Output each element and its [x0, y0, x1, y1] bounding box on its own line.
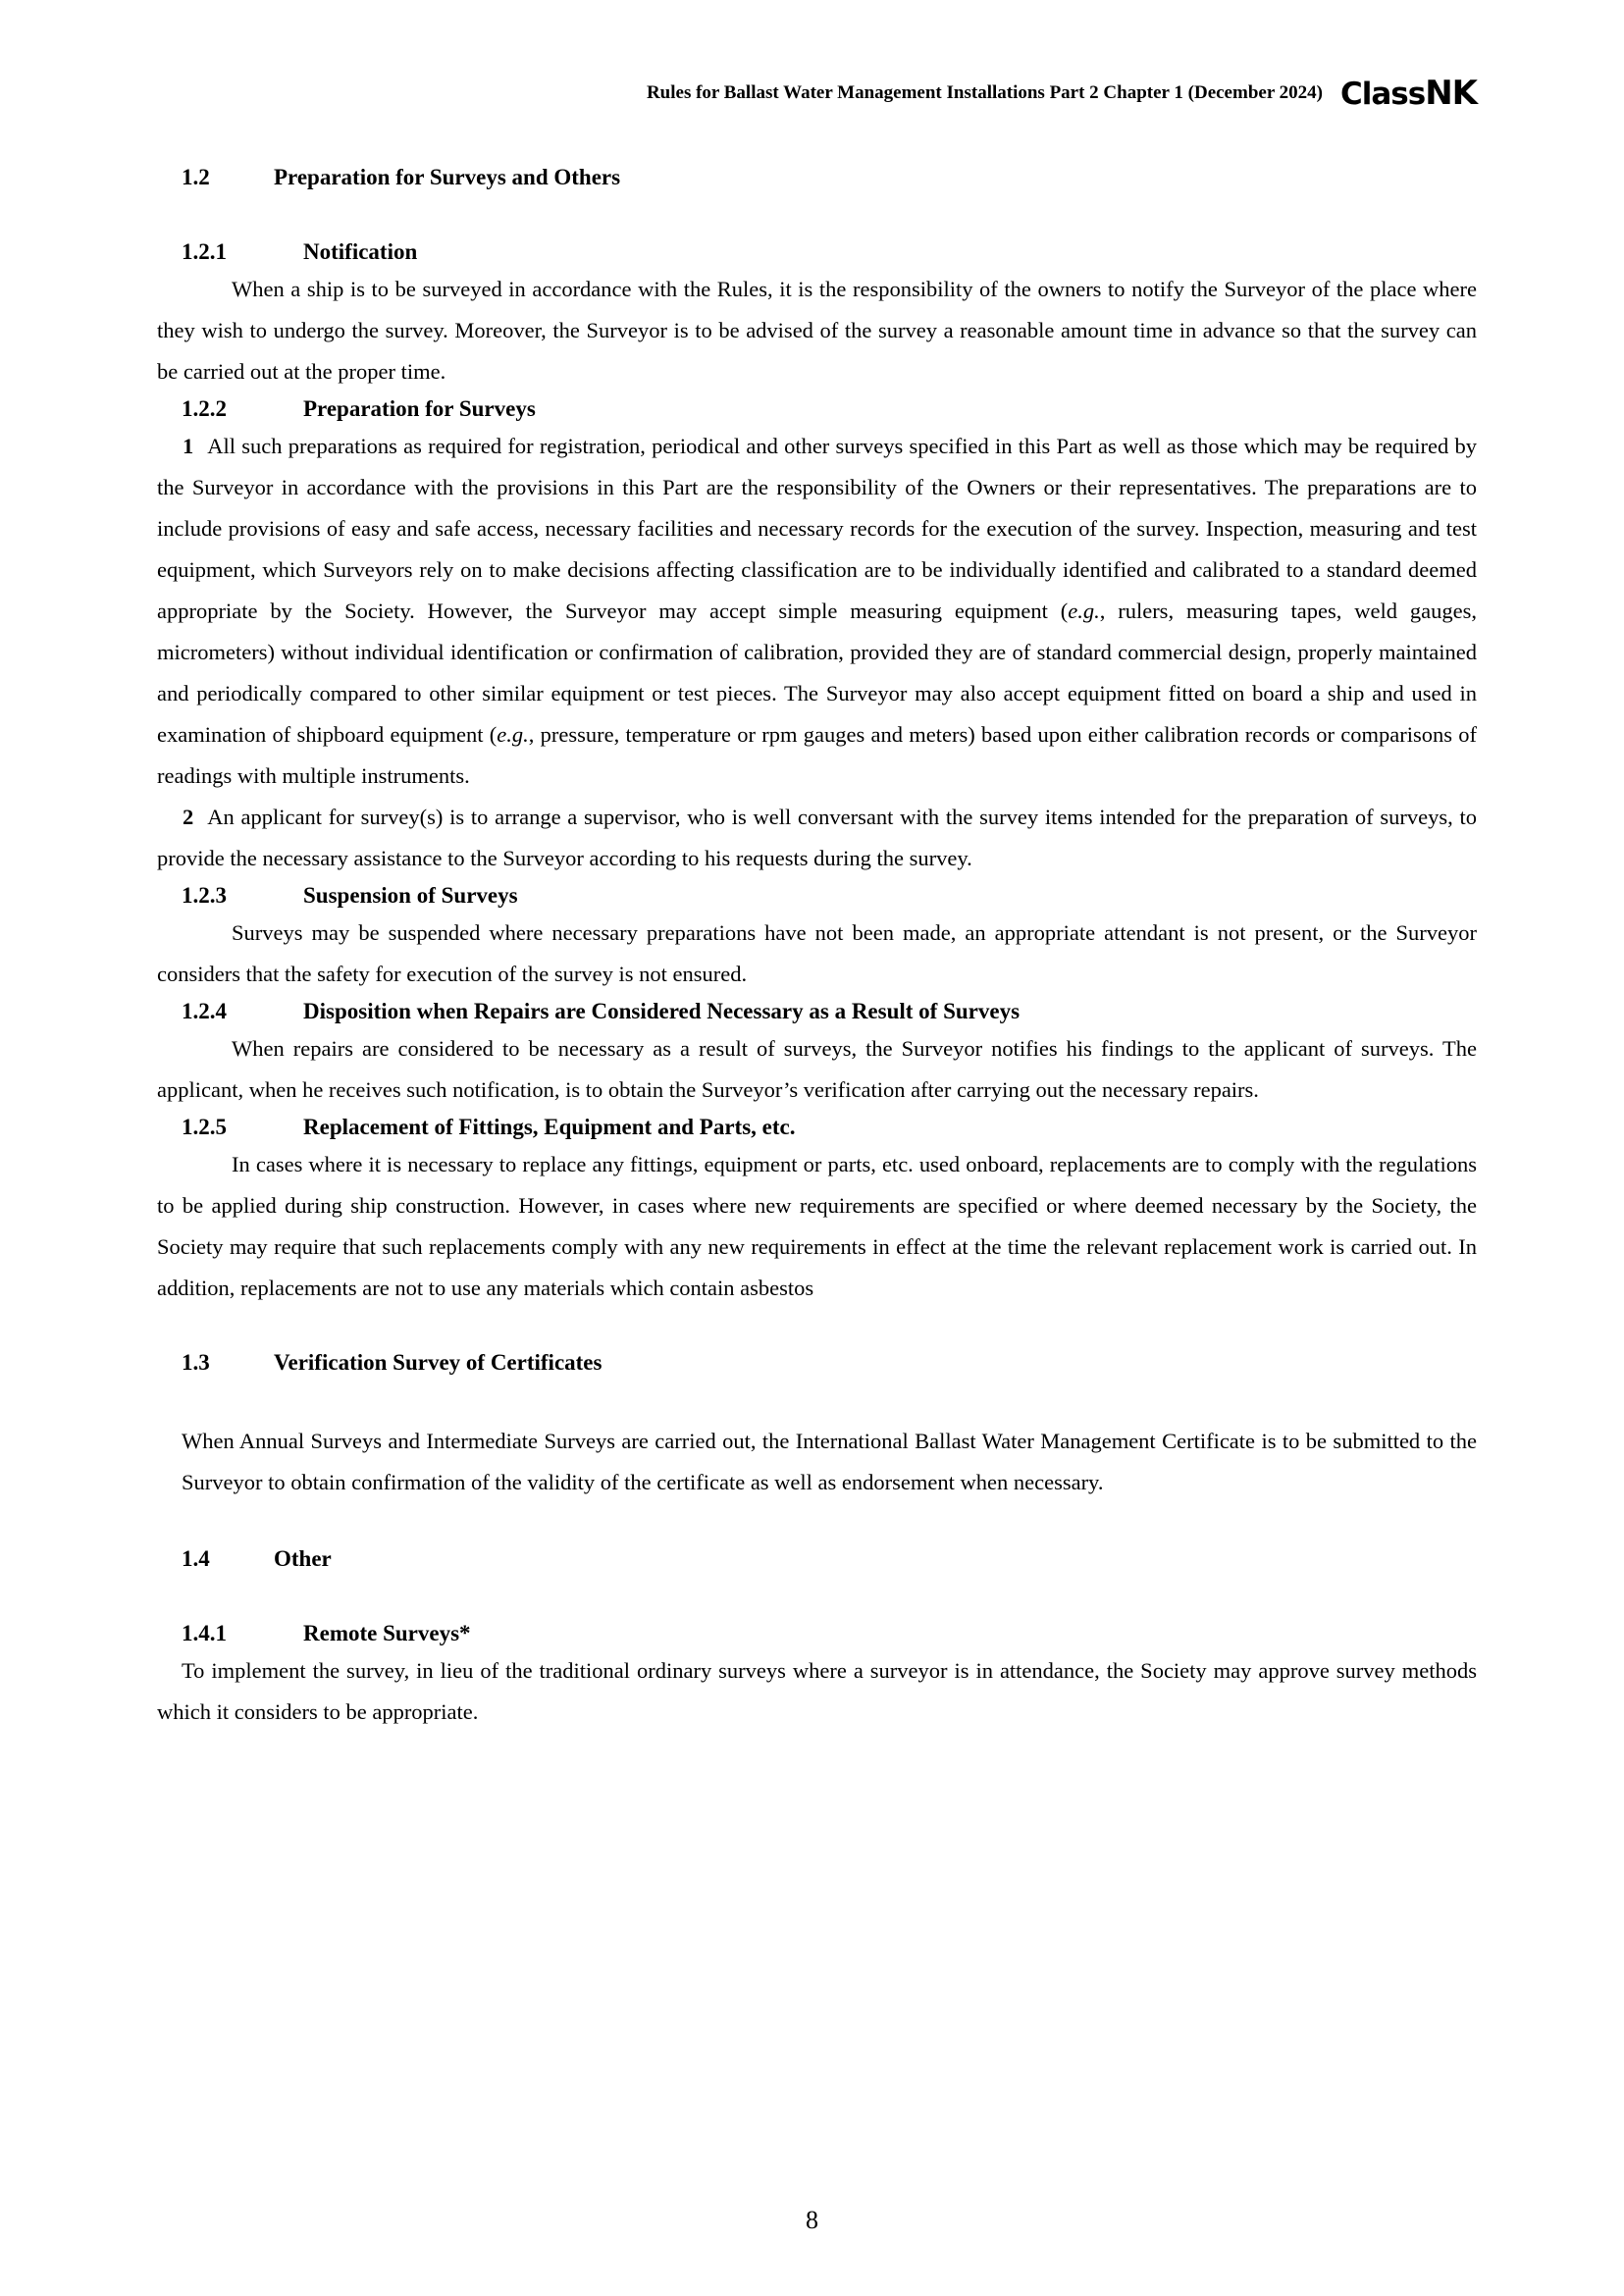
logo-nk-text: NK	[1425, 74, 1477, 113]
section-title: Preparation for Surveys	[303, 396, 536, 421]
section-title: Replacement of Fittings, Equipment and Parts, etc.	[303, 1115, 796, 1139]
section-heading-1-2-1	[182, 239, 1477, 265]
paragraph-number: 1	[183, 434, 194, 458]
section-number: 1.2.2	[182, 396, 227, 421]
section-title: Disposition when Repairs are Considered Necessary as a Result of Surveys	[303, 999, 1021, 1023]
section-heading-1-4-1	[182, 1621, 1477, 1646]
paragraph-notification: When a ship is to be surveyed in accordance with the Rules, it is the responsibility of the owners to notify the Surveyor of the place where they wish to undergo the survey. Moreover, the Surveyor is to be advised of the survey a reasonable amount time in advance so that the survey can be carried out at the proper time.	[157, 277, 1477, 384]
paragraph-text-b: , rulers, measuring tapes, weld gauges, micrometers) without individual identification or confirmation of calibration, provided they are of standard commercial design, properly maintained and periodically compared to other similar equipment or test pieces. The Surveyor may also accept equipment fitted on board a ship and used in examination of shipboard equipment (	[157, 599, 1478, 747]
section-number: 1.2	[182, 165, 210, 189]
classnk-logo	[1339, 74, 1477, 113]
section-title: Remote Surveys*	[303, 1621, 471, 1645]
section-heading-1-2-3	[182, 883, 1477, 909]
section-number: 1.2.4	[182, 999, 227, 1023]
section-number: 1.4	[182, 1546, 210, 1571]
section-title: Preparation for Surveys and Others	[274, 165, 621, 189]
section-title: Verification Survey of Certificates	[274, 1350, 602, 1375]
section-number: 1.4.1	[182, 1621, 227, 1645]
paragraph-suspension: Surveys may be suspended where necessary preparations have not been made, an appropriate attendant is not present, or the Surveyor considers that the safety for execution of the survey is not ensured.	[157, 920, 1477, 986]
paragraph-text-a: All such preparations as required for registration, periodical and other surveys specified in this Part as well as those which may be required by the Surveyor in accordance with the provisions in this Part are the responsibility of the Owners or their representatives. The preparations are to include provisions of easy and safe access, necessary facilities and necessary records for the execution of the survey. Inspection, measuring and test equipment, which Surveyors rely on to make decisions affecting classification are to be individually identified and calibrated to a standard deemed appropriate by the Society. However, the Surveyor may accept simple measuring equipment (	[157, 434, 1477, 623]
header-title: Rules for Ballast Water Management Installations Part 2 Chapter 1 (December 2024)	[646, 82, 1323, 103]
section-heading-1-2-4	[182, 999, 1477, 1024]
paragraph-preparation-1	[157, 426, 1477, 797]
paragraph-verification: When Annual Surveys and Intermediate Surveys are carried out, the International Ballast Water Management Certificate is to be submitted to the Surveyor to obtain confirmation of the validity of the certificate as well as endorsement when necessary.	[182, 1429, 1477, 1494]
eg-abbrev: e.g.	[1068, 599, 1100, 623]
section-title: Other	[274, 1546, 332, 1571]
section-title: Notification	[303, 239, 418, 264]
running-header	[157, 74, 1477, 113]
section-number: 1.3	[182, 1350, 210, 1375]
paragraph-disposition: When repairs are considered to be necessary as a result of surveys, the Surveyor notifies his findings to the applicant of surveys. The applicant, when he receives such notification, is to obtain the Surveyor’s verification after carrying out the necessary repairs.	[157, 1036, 1477, 1102]
section-heading-1-2-5	[182, 1115, 1477, 1140]
section-number: 1.2.5	[182, 1115, 227, 1139]
section-number: 1.2.1	[182, 239, 227, 264]
section-title: Suspension of Surveys	[303, 883, 518, 908]
document-body	[157, 165, 1477, 1733]
paragraph-text-c: , pressure, temperature or rpm gauges and meters) based upon either calibration records or comparisons of readings with multiple instruments.	[157, 722, 1477, 788]
section-heading-1-2	[182, 165, 1477, 190]
paragraph-replacement: In cases where it is necessary to replace any fittings, equipment or parts, etc. used onboard, replacements are to comply with the regulations to be applied during ship construction. However, in cases where new requirements are specified or where deemed necessary by the Society, the Society may require that such replacements comply with any new requirements in effect at the time the relevant replacement work is carried out. In addition, replacements are not to use any materials which contain asbestos	[157, 1152, 1477, 1300]
paragraph-number: 2	[183, 805, 194, 829]
eg-abbrev: e.g.	[497, 722, 529, 747]
section-heading-1-3	[182, 1350, 1477, 1376]
section-number: 1.2.3	[182, 883, 227, 908]
section-heading-1-2-2	[182, 396, 1477, 422]
paragraph-remote-surveys: To implement the survey, in lieu of the traditional ordinary surveys where a surveyor is in attendance, the Society may approve survey methods which it considers to be appropriate.	[157, 1658, 1477, 1724]
paragraph-text: An applicant for survey(s) is to arrange a supervisor, who is well conversant with the survey items intended for the preparation of surveys, to provide the necessary assistance to the Surveyor according to his requests during the survey.	[157, 805, 1477, 870]
section-heading-1-4	[182, 1546, 1477, 1572]
logo-class-text: Class	[1339, 77, 1426, 112]
page-number: 8	[806, 2206, 818, 2234]
paragraph-preparation-2	[157, 797, 1477, 879]
